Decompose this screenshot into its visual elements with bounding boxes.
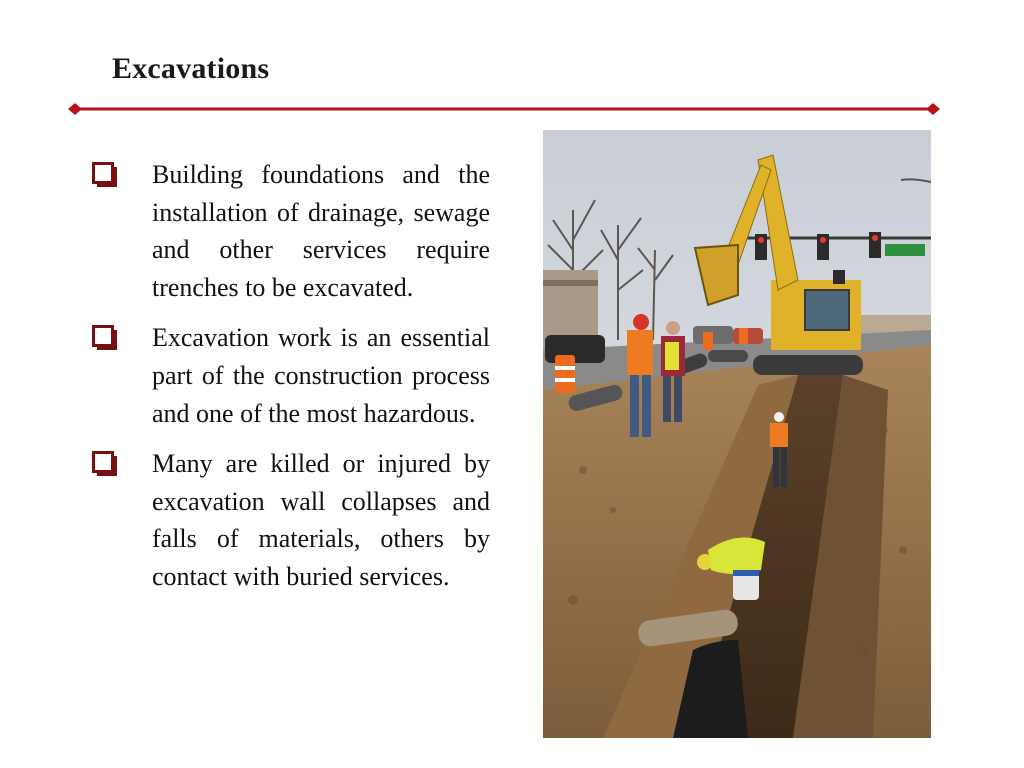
divider-left-diamond-icon bbox=[68, 103, 82, 115]
bullet-text: Excavation work is an essential part of the construction process and one of the most hazardous. bbox=[152, 323, 490, 428]
divider-right-diamond-icon bbox=[926, 103, 940, 115]
bullet-text: Building foundations and the installation of drainage, sewage and other services require trenches to be excavated. bbox=[152, 160, 490, 302]
bullet-list bbox=[90, 156, 490, 609]
title-divider bbox=[68, 101, 940, 117]
bullet-item bbox=[90, 319, 490, 432]
bullet-text: Many are killed or injured by excavation wall collapses and falls of materials, others by contact with buried services. bbox=[152, 449, 490, 591]
traffic-barrel bbox=[555, 355, 575, 393]
square-checkbox-icon bbox=[92, 451, 118, 477]
bullet-item bbox=[90, 445, 490, 595]
excavation-photo bbox=[543, 130, 931, 738]
slide-title: Excavations bbox=[112, 52, 270, 85]
bullet-item bbox=[90, 156, 490, 306]
square-checkbox-icon bbox=[92, 325, 118, 351]
square-checkbox-icon bbox=[92, 162, 118, 188]
